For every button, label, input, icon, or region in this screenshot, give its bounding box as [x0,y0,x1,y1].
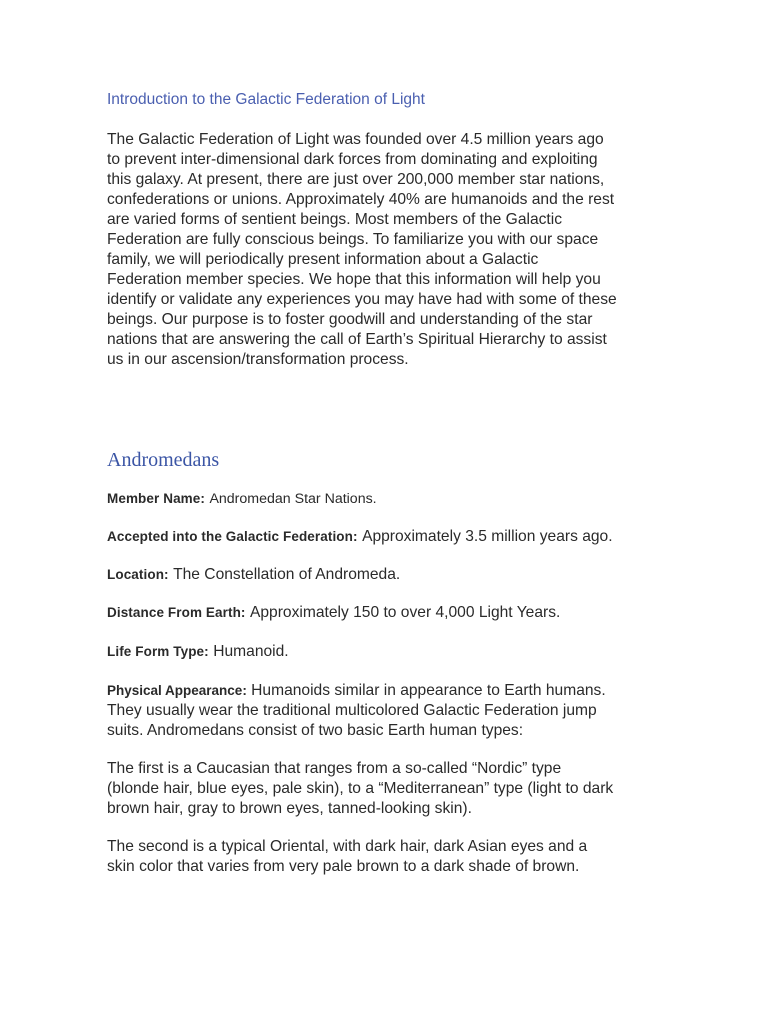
field-distance [107,604,560,622]
field-accepted [107,528,613,546]
intro-line: Federation member species. We hope that this information will help you [107,271,601,288]
intro-line: this galaxy. At present, there are just over 200,000 member star nations, [107,171,605,188]
field-value: Humanoids similar in appearance to Earth humans. [251,682,606,699]
field-value: The Constellation of Andromeda. [173,566,401,583]
intro-line: The Galactic Federation of Light was founded over 4.5 million years ago [107,131,604,148]
paragraph-second-type [107,837,687,877]
intro-line: Federation are fully conscious beings. To familiarize you with our space [107,231,599,248]
paragraph-line: The second is a typical Oriental, with dark hair, dark Asian eyes and a [107,838,588,855]
paragraph-line: (blonde hair, blue eyes, pale skin), to a “Mediterranean” type (light to dark [107,780,614,797]
intro-line: family, we will periodically present information about a Galactic [107,251,539,268]
field-label: Life Form Type: [107,644,209,659]
intro-line: us in our ascension/transformation process. [107,351,409,368]
intro-line: to prevent inter-dimensional dark forces from dominating and exploiting [107,151,598,168]
field-value: Approximately 3.5 million years ago. [362,528,613,545]
paragraph-line: skin color that varies from very pale brown to a dark shade of brown. [107,858,580,875]
paragraph-first-type [107,759,687,819]
field-value: Humanoid. [213,643,289,660]
paragraph-line: brown hair, gray to brown eyes, tanned-looking skin). [107,800,472,817]
intro-line: nations that are answering the call of Earth’s Spiritual Hierarchy to assist [107,331,607,348]
intro-line: beings. Our purpose is to foster goodwill and understanding of the star [107,311,593,328]
field-location [107,566,400,584]
physical-line: suits. Andromedans consist of two basic Earth human types: [107,722,524,739]
intro-heading: Introduction to the Galactic Federation of Light [107,91,425,108]
intro-paragraph [107,130,677,370]
section-heading-andromedans: Andromedans [107,449,220,471]
intro-line: identify or validate any experiences you may have had with some of these [107,291,617,308]
field-label: Location: [107,567,169,582]
field-label: Member Name: [107,491,205,506]
field-life-form [107,643,289,661]
field-value: Andromedan Star Nations. [209,491,377,507]
field-label: Physical Appearance: [107,683,247,698]
physical-first-line [107,681,687,701]
intro-line: confederations or unions. Approximately 40% are humanoids and the rest [107,191,615,208]
paragraph-line: The first is a Caucasian that ranges from a so-called “Nordic” type [107,760,562,777]
intro-line: are varied forms of sentient beings. Most members of the Galactic [107,211,563,228]
field-label: Distance From Earth: [107,605,246,620]
physical-line: They usually wear the traditional multicolored Galactic Federation jump [107,702,597,719]
field-value: Approximately 150 to over 4,000 Light Years. [249,604,561,621]
field-physical-appearance [107,681,687,741]
field-member-name [107,490,377,508]
field-label: Accepted into the Galactic Federation: [107,529,358,544]
